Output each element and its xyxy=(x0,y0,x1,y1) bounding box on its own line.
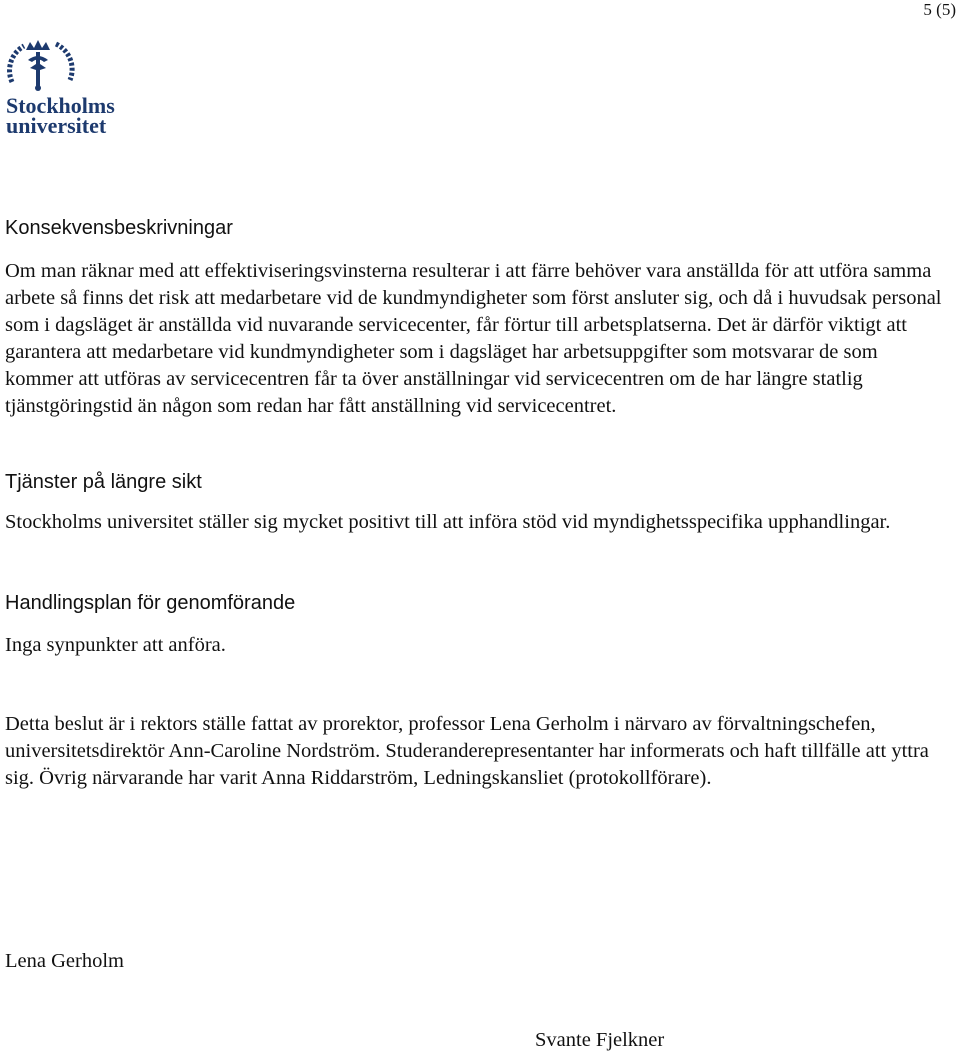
heading-konsekvens: Konsekvensbeskrivningar xyxy=(5,217,233,239)
logo-line-2: universitet xyxy=(6,113,107,138)
paragraph-konsekvens: Om man räknar med att effektiviseringsvinsterna resulterar i att färre behöver vara anställda för att utföra samma arbete så finns det risk att medarbetare vid de kundmyndigheter som först ansluter sig, och då i huvudsak personal som i dagsläget är anställda vid nuvarande servicecenter, får förtur till arbetsplatserna. Det är därför viktigt att garantera att medarbetare vid kundmyndigheter som i dagsläget har arbetsuppgifter som motsvarar de som kommer att utföras av servicecentren får ta över anställningar vid servicecentren om de har längre statlig tjänstgöringstid än någon som redan har fått anställning vid servicecentret. xyxy=(5,260,942,417)
paragraph-handlingsplan: Inga synpunkter att anföra. xyxy=(5,634,226,656)
logo-wordmark xyxy=(6,93,115,138)
heading-handlingsplan: Handlingsplan för genomförande xyxy=(5,592,296,614)
logo-line-1: Stockholms xyxy=(6,93,115,118)
paragraph-tjanster: Stockholms universitet ställer sig mycket positivt till att införa stöd vid myndighetsspecifika upphandlingar. xyxy=(5,511,891,533)
paragraph-decision: Detta beslut är i rektors ställe fattat av prorektor, professor Lena Gerholm i närvaro av förvaltningschefen, universitetsdirektör Ann-Caroline Nordström. Studeranderepresentanter har informerats och haft tillfälle att yttra sig. Övrig närvarande har varit Anna Riddarström, Ledningskansliet (protokollförare). xyxy=(5,713,929,789)
university-logo xyxy=(6,38,128,140)
signature-second: Svante Fjelkner xyxy=(535,1029,665,1051)
signature-first: Lena Gerholm xyxy=(5,950,124,972)
page-number: 5 (5) xyxy=(923,0,956,19)
university-seal-icon xyxy=(6,38,76,94)
heading-tjanster: Tjänster på längre sikt xyxy=(5,471,202,493)
